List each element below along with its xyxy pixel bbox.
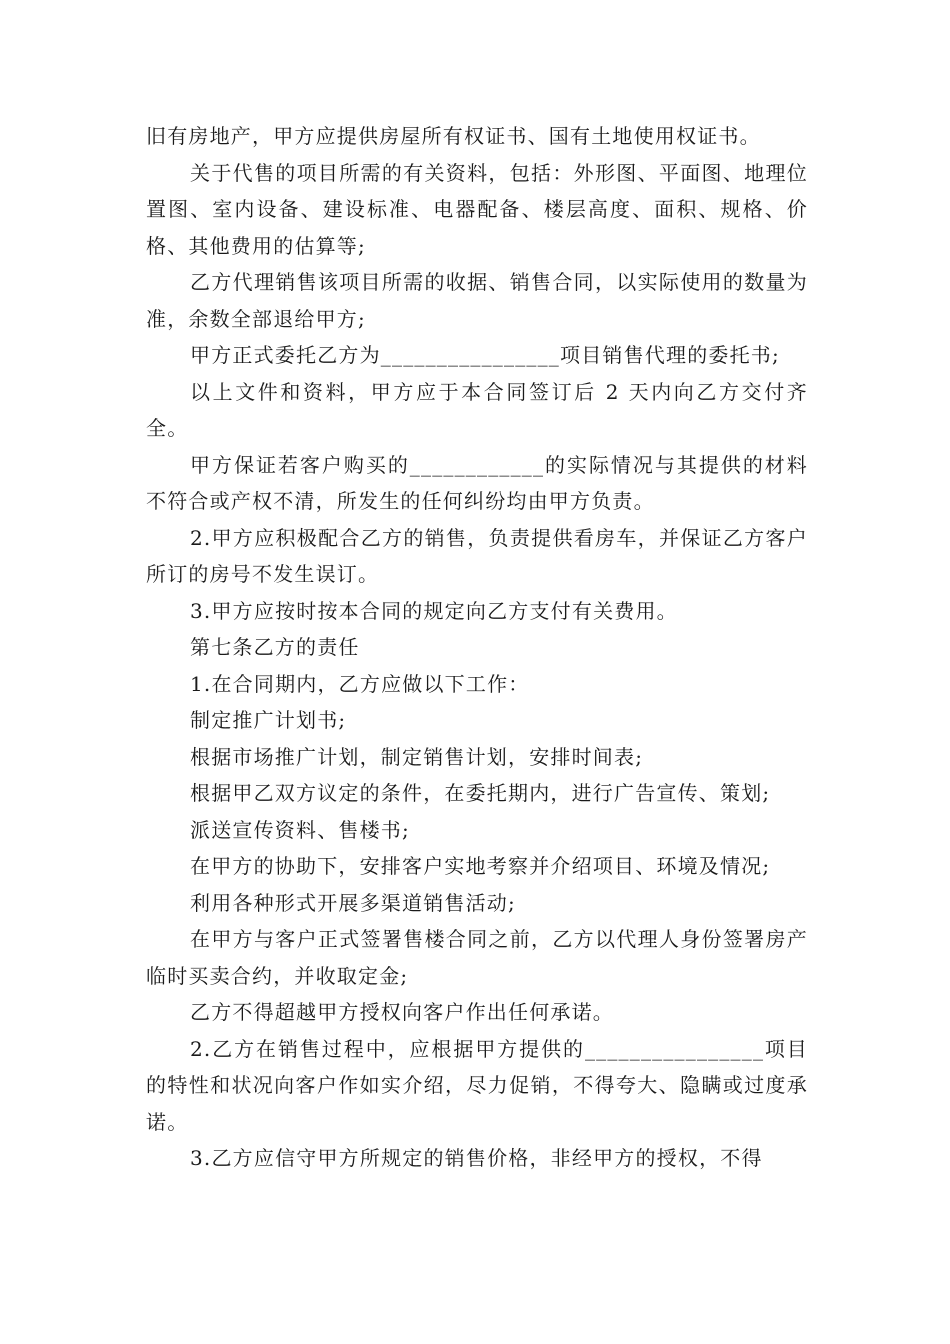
paragraph: 1.在合同期内，乙方应做以下工作： — [190, 671, 530, 696]
list-item: 利用各种形式开展多渠道销售活动; — [190, 890, 516, 915]
list-item: 乙方不得超越甲方授权向客户作出任何承诺。 — [190, 1000, 614, 1024]
document-body — [146, 118, 808, 1177]
paragraph: 关于代售的项目所需的有关资料，包括：外形图、平面图、地理位置图、室内设备、建设标准、电器配备、楼层高度、面积、规格、价格、其他费用的估算等; — [146, 160, 808, 258]
paragraph: 3.甲方应按时按本合同的规定向乙方支付有关费用。 — [190, 598, 678, 623]
paragraph: 2.乙方在销售过程中，应根据甲方提供的________________项目的特性和状况向客户作如实介绍，尽力促销，不得夸大、隐瞒或过度承诺。 — [146, 1036, 808, 1134]
section-heading: 第七条乙方的责任 — [190, 635, 360, 659]
paragraph: 旧有房地产，甲方应提供房屋所有权证书、国有土地使用权证书。 — [146, 124, 761, 148]
list-item: 制定推广计划书; — [190, 708, 347, 732]
paragraph: 甲方正式委托乙方为________________项目销售代理的委托书; — [190, 343, 780, 367]
paragraph: 乙方代理销售该项目所需的收据、销售合同，以实际使用的数量为准，余数全部退给甲方; — [146, 270, 808, 331]
paragraph: 3.乙方应信守甲方所规定的销售价格，非经甲方的授权，不得 — [190, 1146, 763, 1170]
paragraph: 甲方保证若客户购买的____________的实际情况与其提供的材料不符合或产权不清，所发生的任何纠纷均由甲方负责。 — [146, 452, 808, 513]
list-item: 在甲方与客户正式签署售楼合同之前，乙方以代理人身份签署房产临时买卖合约，并收取定金; — [146, 927, 808, 988]
list-item: 根据甲乙双方议定的条件，在委托期内，进行广告宣传、策划; — [190, 781, 771, 805]
paragraph: 2.甲方应积极配合乙方的销售，负责提供看房车，并保证乙方客户所订的房号不发生误订。 — [146, 525, 808, 586]
list-item: 根据市场推广计划，制定销售计划，安排时间表; — [190, 744, 644, 769]
list-item: 在甲方的协助下，安排客户实地考察并介绍项目、环境及情况; — [190, 854, 771, 878]
paragraph: 以上文件和资料，甲方应于本合同签订后 2 天内向乙方交付齐全。 — [146, 379, 808, 440]
list-item: 派送宣传资料、售楼书; — [190, 817, 410, 842]
